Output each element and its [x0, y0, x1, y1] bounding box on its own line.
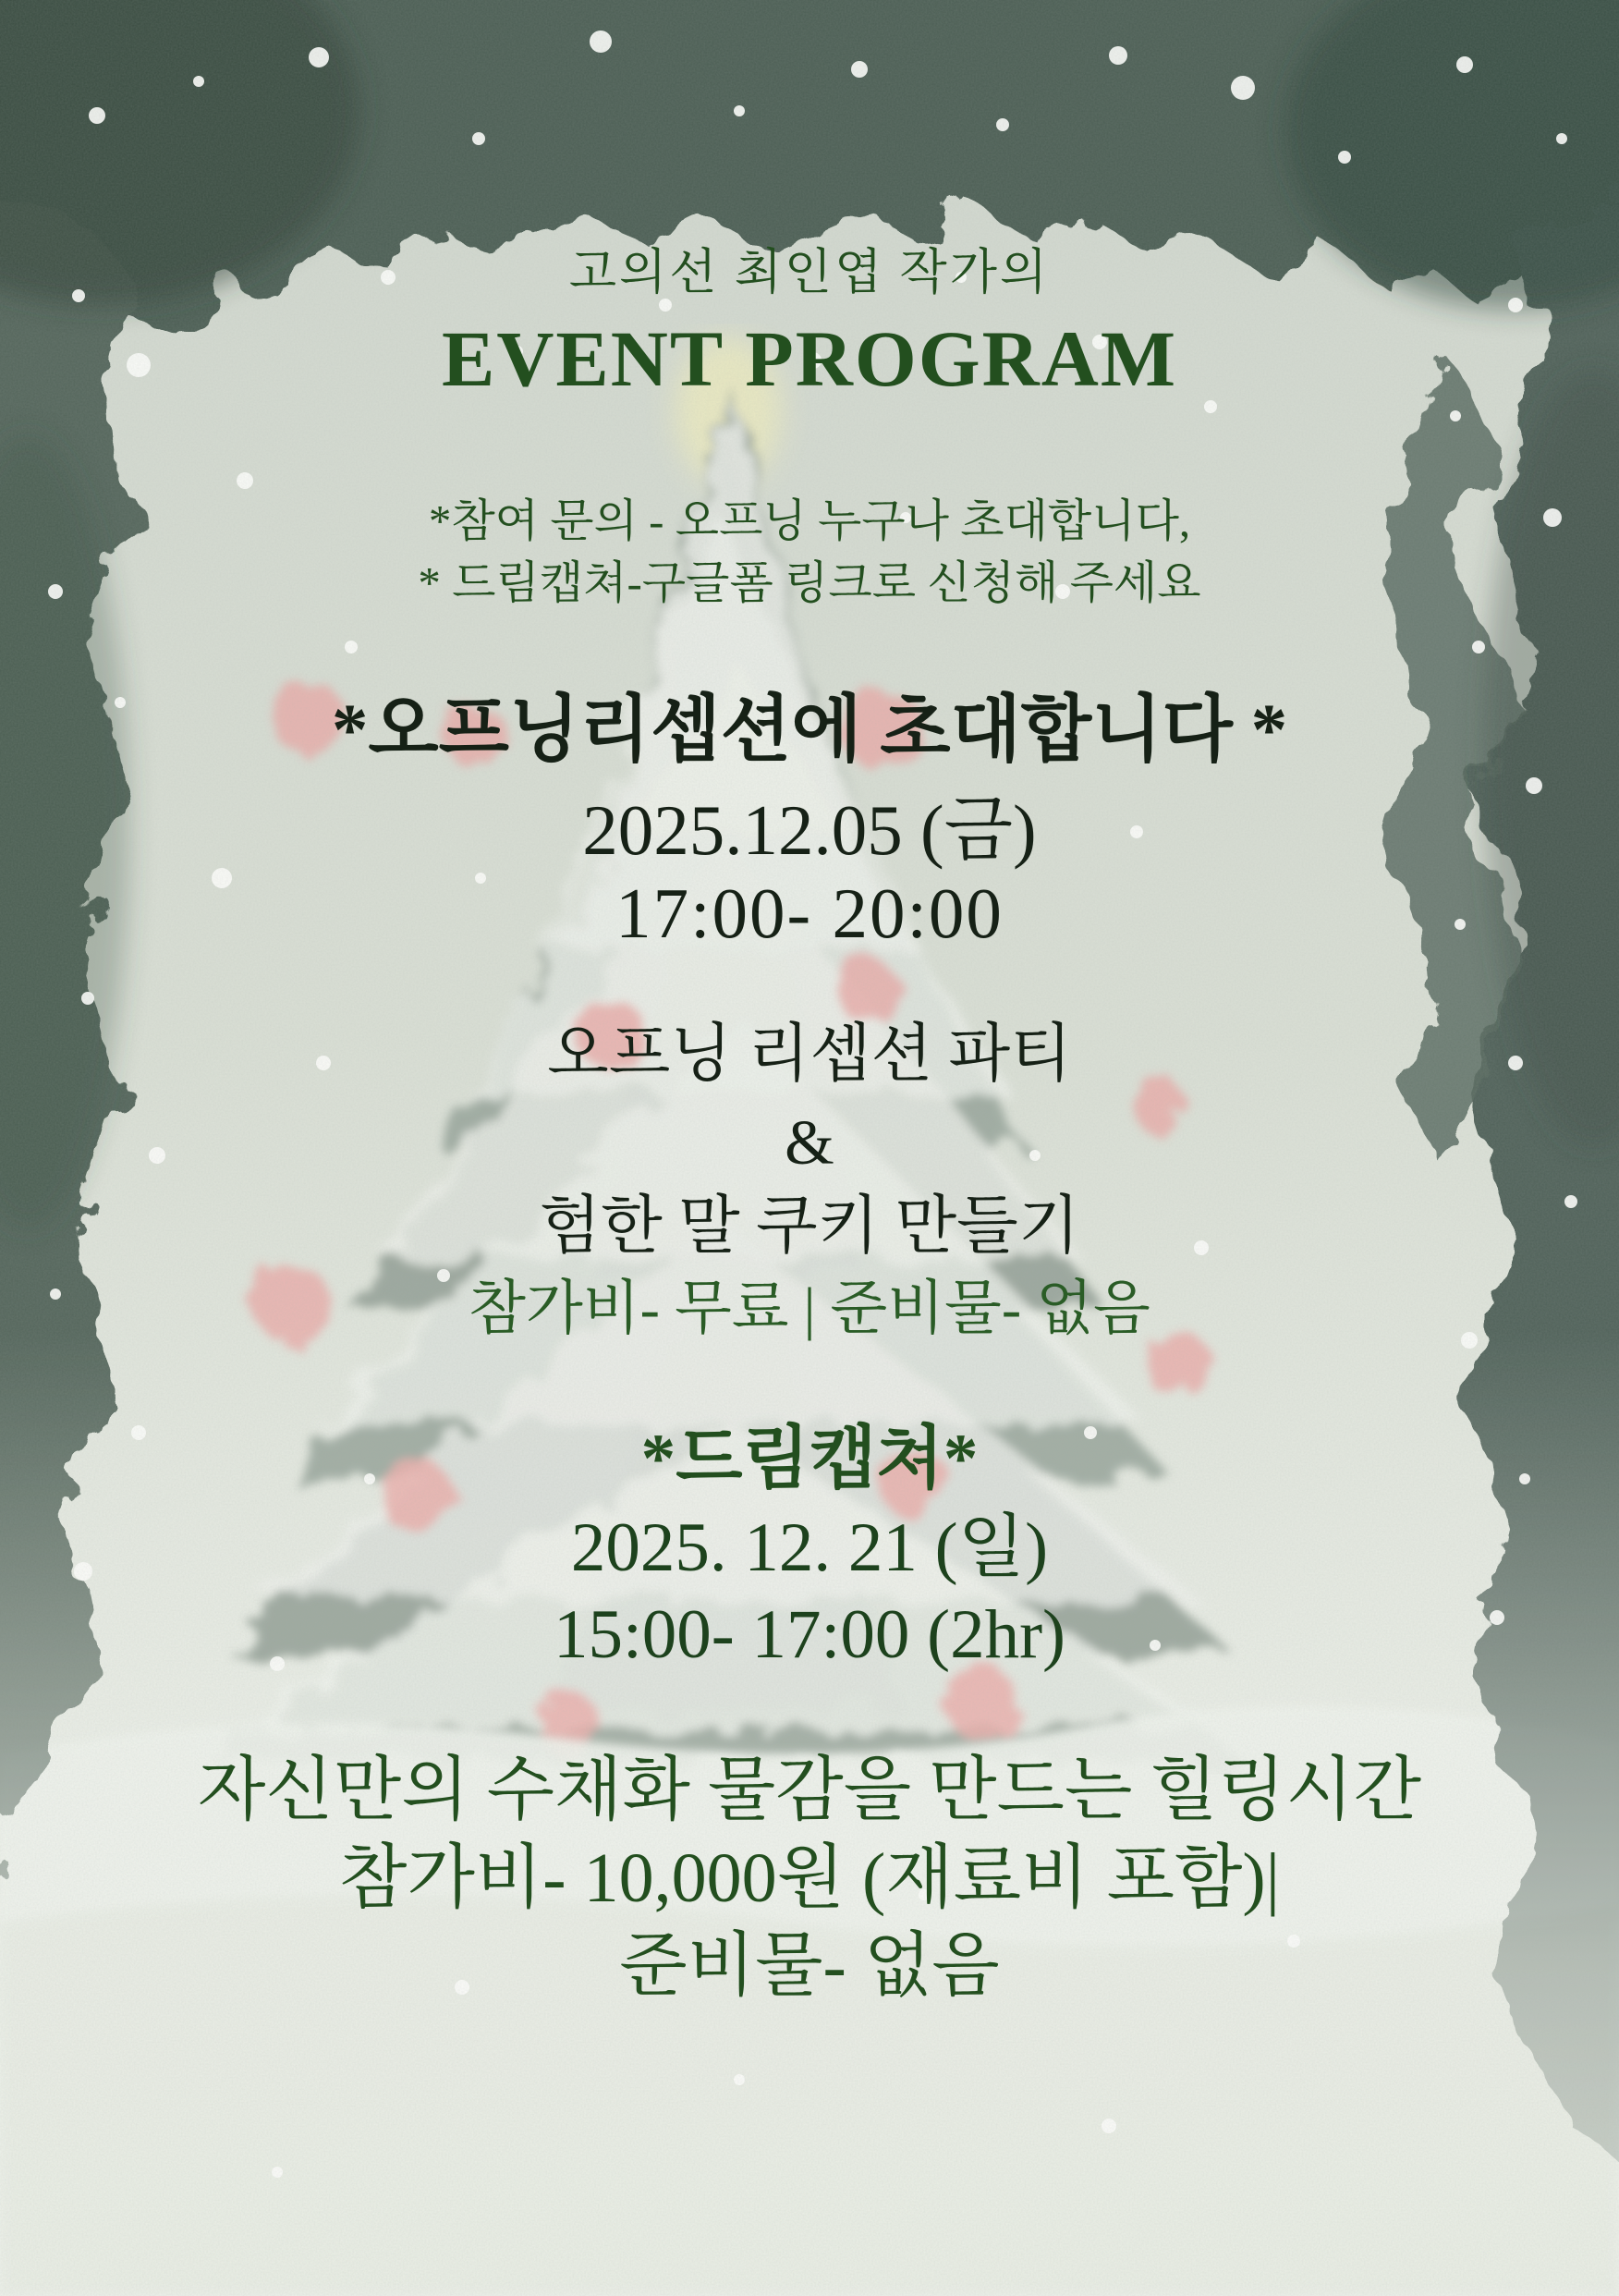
dreamcatcher-materials: 준비물- 없음 — [619, 1927, 1000, 2005]
note-participation: *참여 문의 - 오프닝 누구나 초대합니다, — [428, 495, 1191, 546]
dreamcatcher-description: 자신만의 수채화 물감을 만드는 힐링시간 — [197, 1752, 1422, 1829]
opening-fee-info: 참가비- 무료 | 준비물- 없음 — [469, 1276, 1150, 1341]
ampersand: & — [785, 1107, 834, 1178]
opening-reception-heading: *오프닝리셉션에 초대합니다 * — [331, 690, 1288, 771]
note-googleform: * 드림캡쳐-구글폼 링크로 신청해 주세요 — [418, 557, 1201, 608]
opening-event-party: 오프닝 리셉션 파티 — [547, 1019, 1072, 1089]
page-title: EVENT PROGRAM — [441, 314, 1178, 403]
dreamcatcher-heading: *드림캡쳐* — [640, 1421, 979, 1497]
opening-event-cookie: 험한 말 쿠키 만들기 — [539, 1191, 1080, 1261]
dreamcatcher-date: 2025. 12. 21 (일) — [570, 1509, 1049, 1586]
dreamcatcher-fee-info: 참가비- 10,000원 (재료비 포함)| — [339, 1839, 1280, 1917]
dreamcatcher-time: 15:00- 17:00 (2hr) — [553, 1596, 1066, 1673]
opening-reception-date: 2025.12.05 (금) — [582, 790, 1037, 870]
artist-subtitle: 고의선 최인엽 작가의 — [568, 246, 1051, 299]
opening-reception-time: 17:00- 20:00 — [615, 873, 1004, 953]
